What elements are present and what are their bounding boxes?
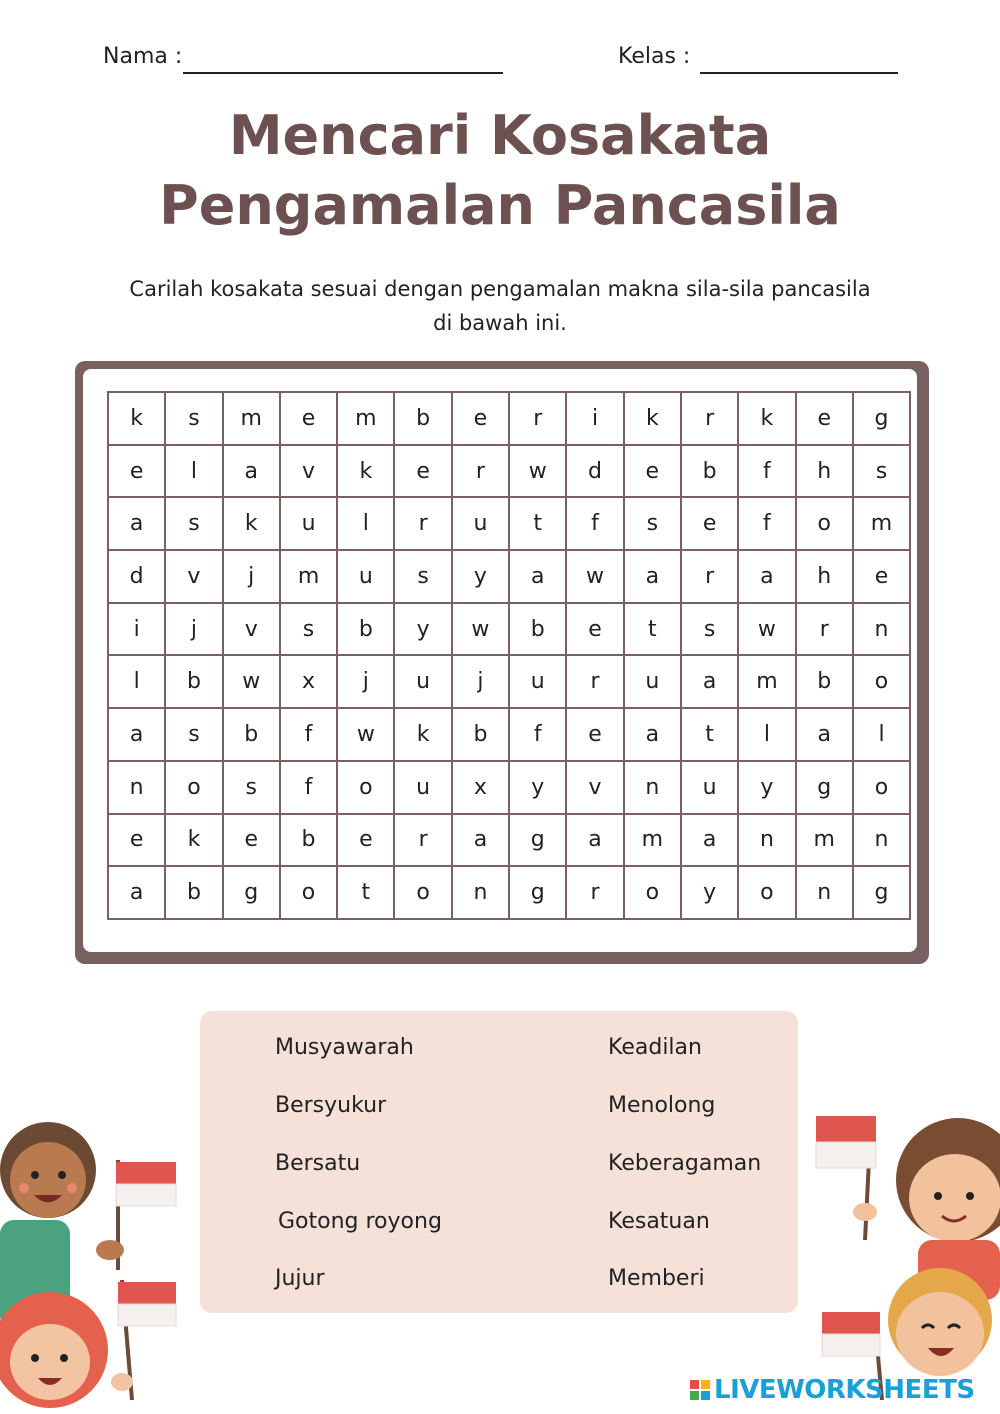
grid-cell[interactable]: f — [566, 497, 623, 550]
word-list-item: Kesatuan — [608, 1209, 710, 1234]
grid-cell[interactable]: w — [452, 603, 509, 656]
grid-cell[interactable]: u — [509, 655, 566, 708]
grid-cell[interactable]: o — [853, 761, 910, 814]
grid-cell[interactable]: f — [509, 708, 566, 761]
grid-cell[interactable]: a — [681, 655, 738, 708]
grid-cell[interactable]: e — [280, 392, 337, 445]
grid-cell[interactable]: u — [394, 655, 451, 708]
grid-cell[interactable]: a — [738, 550, 795, 603]
grid-cell[interactable]: w — [337, 708, 394, 761]
grid-cell[interactable]: a — [796, 708, 853, 761]
page-title-line-1: Mencari Kosakata — [228, 104, 772, 167]
grid-cell[interactable]: y — [509, 761, 566, 814]
grid-cell[interactable]: f — [738, 497, 795, 550]
grid-cell[interactable]: i — [566, 392, 623, 445]
grid-cell[interactable]: r — [394, 814, 451, 867]
grid-cell[interactable]: e — [452, 392, 509, 445]
grid-cell[interactable]: l — [738, 708, 795, 761]
grid-cell[interactable]: b — [223, 708, 280, 761]
grid-cell[interactable]: n — [108, 761, 165, 814]
grid-cell[interactable]: e — [566, 708, 623, 761]
grid-cell[interactable]: g — [853, 392, 910, 445]
word-list-item: Bersyukur — [275, 1093, 387, 1118]
grid-cell[interactable]: j — [223, 550, 280, 603]
grid-cell[interactable]: u — [624, 655, 681, 708]
grid-row — [108, 655, 910, 708]
grid-cell[interactable]: r — [566, 866, 623, 919]
grid-cell[interactable]: h — [796, 445, 853, 498]
grid-cell[interactable]: v — [566, 761, 623, 814]
grid-cell[interactable]: w — [738, 603, 795, 656]
grid-cell[interactable]: j — [337, 655, 394, 708]
word-list-item: Keberagaman — [608, 1151, 762, 1176]
grid-cell[interactable]: m — [337, 392, 394, 445]
grid-row — [108, 392, 910, 445]
name-input-line[interactable] — [183, 72, 503, 74]
word-list-item: Keadilan — [608, 1035, 702, 1060]
grid-cell[interactable]: k — [337, 445, 394, 498]
grid-cell[interactable]: s — [853, 445, 910, 498]
grid-cell[interactable]: r — [452, 445, 509, 498]
grid-row — [108, 708, 910, 761]
liveworksheets-logo-icon — [690, 1380, 710, 1400]
grid-cell[interactable]: g — [796, 761, 853, 814]
word-list-item: Jujur — [275, 1266, 325, 1291]
grid-cell[interactable]: j — [165, 603, 222, 656]
grid-cell[interactable]: n — [853, 814, 910, 867]
grid-cell[interactable]: u — [394, 761, 451, 814]
grid-cell[interactable]: x — [452, 761, 509, 814]
grid-cell[interactable]: x — [280, 655, 337, 708]
grid-cell[interactable]: k — [165, 814, 222, 867]
grid-cell[interactable]: o — [796, 497, 853, 550]
grid-cell[interactable]: m — [738, 655, 795, 708]
grid-cell[interactable]: t — [681, 708, 738, 761]
grid-row — [108, 445, 910, 498]
grid-cell[interactable]: a — [108, 497, 165, 550]
grid-cell[interactable]: k — [624, 392, 681, 445]
grid-cell[interactable]: e — [223, 814, 280, 867]
grid-row — [108, 603, 910, 656]
children-with-flags-left-illustration — [0, 1100, 190, 1414]
grid-cell[interactable]: n — [452, 866, 509, 919]
grid-cell[interactable]: e — [108, 814, 165, 867]
word-list-box — [200, 1011, 798, 1313]
grid-cell[interactable]: k — [223, 497, 280, 550]
grid-cell[interactable]: u — [280, 497, 337, 550]
grid-cell[interactable]: o — [337, 761, 394, 814]
word-search-frame — [75, 361, 929, 964]
grid-cell[interactable]: d — [566, 445, 623, 498]
grid-cell[interactable]: h — [796, 550, 853, 603]
grid-cell[interactable]: b — [165, 866, 222, 919]
grid-cell[interactable]: u — [452, 497, 509, 550]
grid-cell[interactable]: n — [796, 866, 853, 919]
grid-cell[interactable]: o — [280, 866, 337, 919]
grid-row — [108, 866, 910, 919]
grid-cell[interactable]: n — [624, 761, 681, 814]
grid-cell[interactable]: b — [394, 392, 451, 445]
grid-cell[interactable]: l — [165, 445, 222, 498]
word-list-item: Bersatu — [275, 1151, 361, 1176]
grid-cell[interactable]: r — [509, 392, 566, 445]
grid-cell[interactable]: l — [853, 708, 910, 761]
grid-cell[interactable]: t — [624, 603, 681, 656]
grid-cell[interactable]: b — [280, 814, 337, 867]
grid-cell[interactable]: i — [108, 603, 165, 656]
grid-cell[interactable]: r — [566, 655, 623, 708]
grid-cell[interactable]: k — [108, 392, 165, 445]
grid-cell[interactable]: y — [738, 761, 795, 814]
grid-cell[interactable]: r — [681, 392, 738, 445]
grid-row — [108, 814, 910, 867]
grid-cell[interactable]: t — [509, 497, 566, 550]
instruction-text — [80, 272, 920, 340]
grid-cell[interactable]: a — [566, 814, 623, 867]
grid-cell[interactable]: a — [681, 814, 738, 867]
grid-cell[interactable]: a — [108, 708, 165, 761]
word-list-item: Menolong — [608, 1093, 716, 1118]
grid-cell[interactable]: o — [624, 866, 681, 919]
grid-cell[interactable]: o — [853, 655, 910, 708]
grid-row — [108, 550, 910, 603]
grid-cell[interactable]: s — [165, 708, 222, 761]
grid-cell[interactable]: a — [108, 866, 165, 919]
grid-cell[interactable]: o — [165, 761, 222, 814]
grid-cell[interactable]: v — [223, 603, 280, 656]
grid-cell[interactable]: s — [223, 761, 280, 814]
grid-cell[interactable]: e — [108, 445, 165, 498]
grid-cell[interactable]: n — [738, 814, 795, 867]
instruction-line-1: Carilah kosakata sesuai dengan pengamalan makna sila-sila pancasila — [129, 277, 871, 301]
grid-cell[interactable]: v — [280, 445, 337, 498]
grid-row — [108, 761, 910, 814]
page-title-line-2: Pengamalan Pancasila — [159, 174, 841, 237]
liveworksheets-logo — [690, 1373, 975, 1407]
grid-cell[interactable]: e — [853, 550, 910, 603]
grid-cell[interactable]: y — [452, 550, 509, 603]
grid-cell[interactable]: d — [108, 550, 165, 603]
grid-cell[interactable]: u — [681, 761, 738, 814]
grid-cell[interactable]: o — [394, 866, 451, 919]
grid-cell[interactable]: e — [681, 497, 738, 550]
grid-cell[interactable]: a — [624, 550, 681, 603]
grid-cell[interactable]: y — [394, 603, 451, 656]
grid-cell[interactable]: b — [796, 655, 853, 708]
grid-cell[interactable]: b — [509, 603, 566, 656]
grid-cell[interactable]: u — [337, 550, 394, 603]
grid-cell[interactable]: l — [108, 655, 165, 708]
grid-cell[interactable]: m — [223, 392, 280, 445]
grid-cell[interactable]: r — [681, 550, 738, 603]
grid-cell[interactable]: r — [394, 497, 451, 550]
grid-cell[interactable]: a — [624, 708, 681, 761]
grid-cell[interactable]: g — [509, 814, 566, 867]
grid-cell[interactable]: m — [624, 814, 681, 867]
grid-cell[interactable]: s — [165, 497, 222, 550]
grid-cell[interactable]: m — [853, 497, 910, 550]
word-list-item: Memberi — [608, 1266, 705, 1291]
grid-cell[interactable]: g — [223, 866, 280, 919]
grid-cell[interactable]: s — [394, 550, 451, 603]
name-label: Nama : — [103, 44, 183, 69]
grid-cell[interactable]: a — [452, 814, 509, 867]
grid-cell[interactable]: g — [509, 866, 566, 919]
grid-cell[interactable]: o — [738, 866, 795, 919]
grid-cell[interactable]: b — [337, 603, 394, 656]
word-search-panel — [83, 369, 917, 952]
grid-cell[interactable]: w — [223, 655, 280, 708]
grid-cell[interactable]: j — [452, 655, 509, 708]
grid-cell[interactable]: n — [853, 603, 910, 656]
word-list-item: Gotong royong — [278, 1209, 442, 1234]
word-search-grid — [107, 391, 911, 920]
grid-cell[interactable]: g — [853, 866, 910, 919]
grid-cell[interactable]: w — [566, 550, 623, 603]
grid-cell[interactable]: f — [280, 708, 337, 761]
class-input-line[interactable] — [700, 72, 898, 74]
grid-cell[interactable]: a — [223, 445, 280, 498]
grid-cell[interactable]: y — [681, 866, 738, 919]
grid-cell[interactable]: t — [337, 866, 394, 919]
instruction-line-2: di bawah ini. — [433, 311, 567, 335]
grid-cell[interactable]: f — [738, 445, 795, 498]
grid-cell[interactable]: k — [394, 708, 451, 761]
grid-cell[interactable]: m — [796, 814, 853, 867]
grid-cell[interactable]: m — [280, 550, 337, 603]
grid-cell[interactable]: v — [165, 550, 222, 603]
grid-cell[interactable]: s — [165, 392, 222, 445]
grid-cell[interactable]: a — [509, 550, 566, 603]
grid-cell[interactable]: e — [796, 392, 853, 445]
grid-cell[interactable]: b — [681, 445, 738, 498]
word-list-item: Musyawarah — [275, 1035, 414, 1060]
grid-cell[interactable]: s — [681, 603, 738, 656]
grid-cell[interactable]: w — [509, 445, 566, 498]
grid-row — [108, 497, 910, 550]
grid-cell[interactable]: e — [337, 814, 394, 867]
grid-cell[interactable]: e — [566, 603, 623, 656]
children-with-flags-right-illustration — [810, 1100, 1000, 1414]
grid-cell[interactable]: s — [624, 497, 681, 550]
liveworksheets-logo-text: LIVEWORKSHEETS — [714, 1375, 975, 1405]
grid-cell[interactable]: b — [165, 655, 222, 708]
grid-cell[interactable]: l — [337, 497, 394, 550]
grid-cell[interactable]: e — [624, 445, 681, 498]
grid-cell[interactable]: s — [280, 603, 337, 656]
grid-cell[interactable]: f — [280, 761, 337, 814]
grid-cell[interactable]: k — [738, 392, 795, 445]
grid-cell[interactable]: r — [796, 603, 853, 656]
grid-cell[interactable]: b — [452, 708, 509, 761]
grid-cell[interactable]: e — [394, 445, 451, 498]
class-label: Kelas : — [618, 44, 691, 69]
